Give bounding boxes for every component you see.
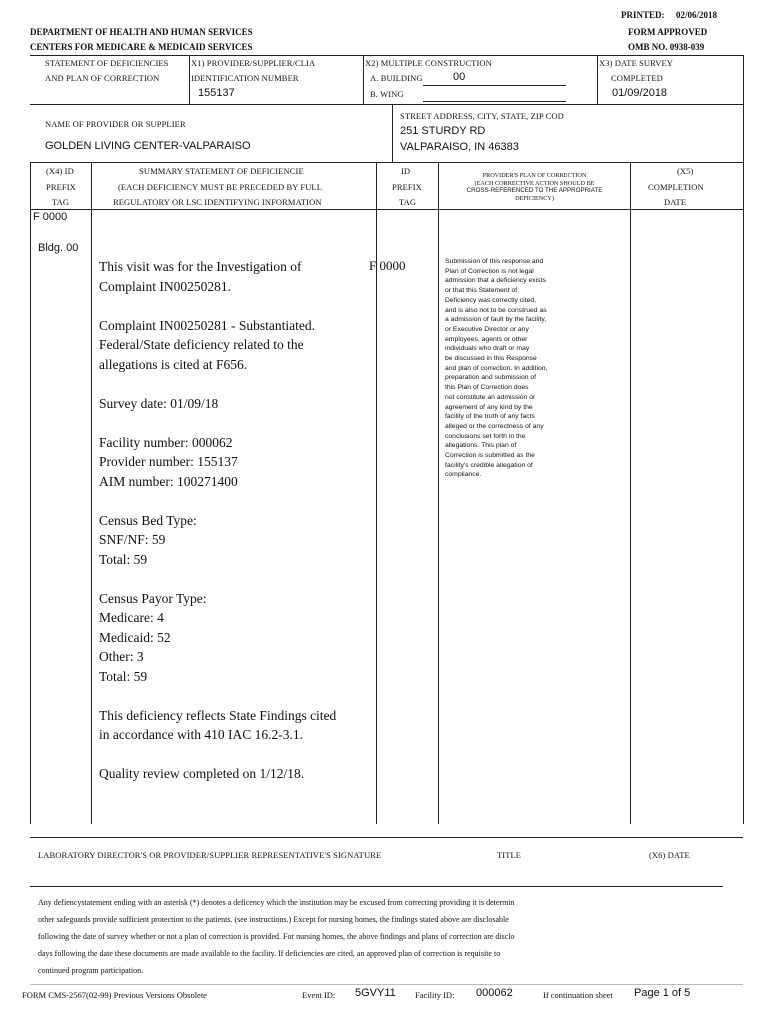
x2-label: X2) MULTIPLE CONSTRUCTION (365, 58, 492, 68)
correction-line: be discussed in this Response (445, 355, 537, 363)
event-id: 5GVY11 (355, 987, 396, 999)
correction-line: preparation and submission of (445, 374, 537, 382)
plan-header-2: (EACH CORRECTIVE ACTION SHOULD BE (474, 179, 595, 187)
plan-header-3: CROSS-REFERENCED TO THE APPROPRIATE (466, 187, 603, 195)
id-header-3: TAG (399, 197, 417, 207)
x6-date-label: (X6) DATE (649, 850, 690, 860)
summary-line (99, 413, 336, 433)
facility-id: 000062 (476, 987, 513, 999)
x3-label-2: COMPLETED (611, 73, 663, 83)
summary-line: Quality review completed on 1/12/18. (99, 766, 305, 781)
left-prefix-tag: F 0000 (33, 211, 68, 223)
correction-line: allegations. This plan of (445, 442, 517, 450)
disclaimer-line: Any defiencystatement ending with an asterisk (*) denotes a deficency which the institution may be excused from correcting providing it is determin (38, 898, 515, 907)
summary-line: SNF/NF: 59 (99, 532, 166, 547)
title-label: TITLE (497, 850, 522, 860)
disclaimer-line: other safeguards provide sufficient protection to the patients. (see instructions.) Except for nursing homes, the findings stated above are disclosable (38, 915, 509, 924)
correction-line: Deficiency was correctly cited, (445, 296, 537, 304)
correction-line: this Plan of Correction does (445, 384, 529, 392)
summary-line: in accordance with 410 IAC 16.2-3.1. (99, 727, 303, 742)
printed-label: PRINTED: (621, 10, 665, 20)
summary-header-3: REGULATORY OR LSC IDENTIFYING INFORMATION (113, 197, 322, 207)
correction-line: facility of the truth of any facts (445, 413, 535, 421)
summary-line: Medicaid: 52 (99, 629, 171, 645)
printed-date: 02/06/2018 (676, 10, 718, 20)
summary-line: Census Payor Type: (99, 590, 207, 606)
summary-line: This visit was for the Investigation of (99, 259, 302, 274)
id-header-2: PREFIX (392, 182, 422, 192)
disclaimer-line: days following the date these documents are made available to the facility. If deficiencies are cited, an approved plan of correction is requisite to (38, 949, 501, 958)
correction-line: individuals who draft or may (445, 345, 530, 353)
facility-id-label: Facility ID: (415, 990, 455, 1000)
correction-line: agreement of any kind by the (445, 403, 533, 411)
page-number: Page 1 of 5 (634, 987, 691, 999)
summary-line: Complaint IN00250281. (99, 278, 231, 294)
correction-line: Submission of this response and (445, 258, 544, 265)
x1-label-2: IDENTIFICATION NUMBER (191, 73, 299, 83)
building-value: 00 (453, 71, 466, 83)
id-prefix-tag: F 0000 (369, 258, 406, 273)
correction-line: Plan of Correction is not legal (445, 267, 534, 275)
summary-line (99, 745, 336, 765)
correction-line: Correction is submitted as the (445, 452, 535, 460)
x4-header-1: (X4) ID (46, 166, 74, 176)
summary-line: Other: 3 (99, 649, 144, 664)
summary-line: Complaint IN00250281 - Substantiated. (99, 317, 315, 333)
summary-line (99, 296, 336, 316)
id-header-1: ID (401, 166, 411, 176)
summary-line (99, 686, 336, 706)
correction-line: not constitute an admission or (445, 393, 536, 401)
event-id-label: Event ID: (302, 990, 336, 1000)
summary-line: Total: 59 (99, 668, 148, 684)
summary-statement (99, 257, 336, 784)
correction-line: a admission of fault by the facility, (445, 316, 547, 324)
summary-line (99, 569, 336, 589)
summary-line: Medicare: 4 (99, 610, 164, 625)
disclaimer (38, 894, 515, 979)
summary-line: Survey date: 01/09/18 (99, 395, 219, 411)
x1-label-1: X1) PROVIDER/SUPPLIER/CLIA (191, 58, 316, 68)
survey-date-value: 01/09/2018 (612, 87, 668, 99)
x5-header-1: (X5) (677, 166, 694, 176)
address-label: STREET ADDRESS, CITY, STATE, ZIP COD (400, 111, 564, 121)
plan-of-correction (445, 257, 547, 480)
correction-line: or that this Statement of (445, 287, 518, 295)
form-number: FORM CMS-2567(02-99) Previous Versions Obsolete (22, 990, 207, 1000)
building-tag: Bldg. 00 (38, 242, 79, 254)
x5-header-3: DATE (664, 197, 687, 207)
summary-line: Facility number: 000062 (99, 434, 233, 450)
x3-label-1: X3) DATE SURVEY (599, 58, 674, 68)
correction-line: facility's credible allegation of (445, 461, 533, 469)
address-line-2: VALPARAISO, IN 46383 (400, 141, 519, 153)
continuation-label: If continuation sheet (543, 990, 613, 1000)
form-approved: FORM APPROVED (628, 27, 708, 37)
provider-name: GOLDEN LIVING CENTER-VALPARAISO (45, 140, 251, 152)
x4-header-2: PREFIX (46, 182, 76, 192)
wing-label: B. WING (370, 89, 404, 99)
statement-label-1: STATEMENT OF DEFICIENCIES (45, 58, 169, 68)
x5-header-2: COMPLETION (648, 182, 704, 192)
omb-number: OMB NO. 0938-039 (628, 42, 705, 52)
correction-line: alleged or the correctness of any (445, 422, 544, 430)
statement-label-2: AND PLAN OF CORRECTION (45, 73, 160, 83)
address-line-1: 251 STURDY RD (400, 125, 486, 137)
correction-line: admission that a deficiency exists (445, 277, 546, 285)
correction-line: conclusions set forth in the (445, 432, 526, 440)
summary-line (99, 491, 336, 511)
summary-header-2: (EACH DEFICIENCY MUST BE PRECEDED BY FULL (118, 182, 323, 192)
x4-header-3: TAG (52, 197, 70, 207)
correction-line: compliance. (445, 471, 482, 479)
disclaimer-line: following the date of survey whether or not a plan of correction is provided. For nursing homes, the above findings and plans of correction are disclo (38, 932, 515, 941)
correction-line: employees, agents or other (445, 335, 528, 343)
summary-line: Census Bed Type: (99, 512, 197, 528)
summary-line (99, 374, 336, 394)
plan-header-1: PROVIDER'S PLAN OF CORRECTION (482, 172, 587, 179)
summary-line: Total: 59 (99, 551, 148, 567)
provider-id-value: 155137 (198, 87, 235, 99)
provider-name-label: NAME OF PROVIDER OR SUPPLIER (45, 119, 186, 129)
summary-header-1: SUMMARY STATEMENT OF DEFICIENCIE (139, 166, 304, 176)
summary-line: This deficiency reflects State Findings cited (99, 707, 337, 723)
summary-line: Provider number: 155137 (99, 454, 238, 469)
building-label: A. BUILDING (370, 73, 423, 83)
correction-line: or Executive Director or any (445, 325, 529, 333)
summary-line: allegations is cited at F656. (99, 356, 248, 372)
plan-header-4: DEFICIENCY) (515, 194, 554, 202)
centers-title: CENTERS FOR MEDICARE & MEDICAID SERVICES (30, 42, 253, 52)
correction-line: and is also not to be construed as (445, 306, 547, 314)
director-signature-label: LABORATORY DIRECTOR'S OR PROVIDER/SUPPLIER REPRESENTATIVE'S SIGNATURE (38, 850, 382, 860)
summary-line: Federal/State deficiency related to the (99, 337, 304, 352)
correction-line: and plan of correction. In addition, (445, 364, 548, 372)
department-title: DEPARTMENT OF HEALTH AND HUMAN SERVICES (30, 27, 253, 37)
disclaimer-line: continued program participation. (38, 966, 144, 975)
summary-line: AIM number: 100271400 (99, 473, 238, 489)
